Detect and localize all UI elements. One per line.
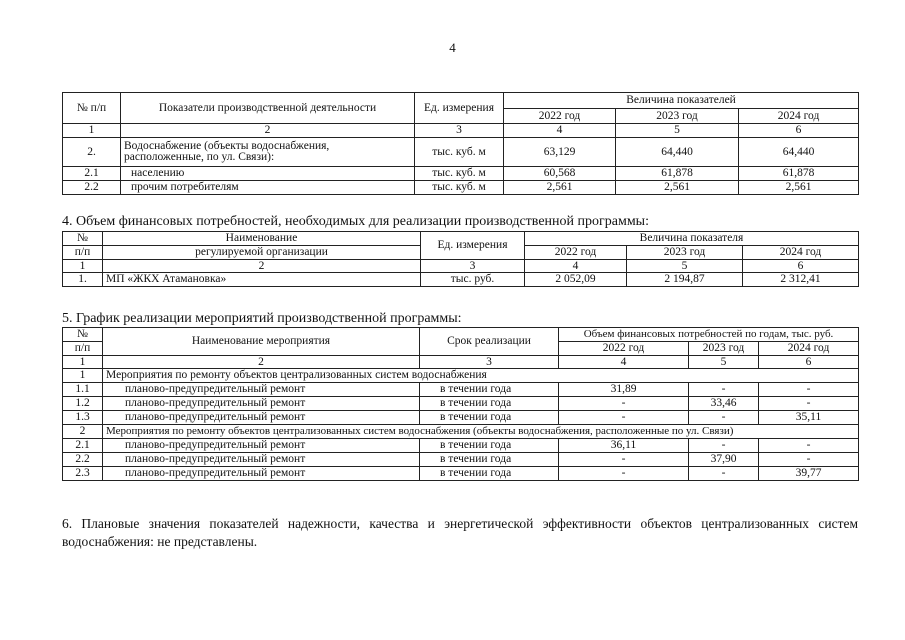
row-value: - (689, 411, 759, 425)
group-title: Мероприятия по ремонту объектов централизованных систем водоснабжения (103, 369, 859, 383)
column-number: 6 (759, 356, 859, 369)
header-year: 2023 год (616, 109, 739, 124)
header-year: 2024 год (739, 109, 859, 124)
header-year: 2024 год (759, 342, 859, 356)
row-term: в течении года (420, 397, 559, 411)
page-number: 4 (449, 40, 456, 55)
row-term: в течении года (420, 453, 559, 467)
section-4-heading: 4. Объем финансовых потребностей, необходимых для реализации производственной программы: (62, 214, 649, 229)
header-activity-name: Наименование мероприятия (103, 328, 420, 356)
row-name: планово-предупредительный ремонт (103, 453, 420, 467)
column-number: 3 (420, 356, 559, 369)
row-term: в течении года (420, 467, 559, 481)
row-name: планово-предупредительный ремонт (103, 439, 420, 453)
header-org-name: Наименование (103, 232, 421, 246)
row-value: 61,878 (739, 167, 859, 181)
row-unit: тыс. куб. м (415, 167, 504, 181)
schedule-table (62, 327, 859, 481)
row-name: планово-предупредительный ремонт (103, 383, 420, 397)
row-value: 36,11 (559, 439, 689, 453)
row-name: Водоснабжение (объекты водоснабжения, расположенные, по ул. Связи): (121, 138, 415, 167)
table-row (63, 439, 859, 453)
header-num: № (63, 328, 103, 342)
group-num: 2 (63, 425, 103, 439)
row-unit: тыс. куб. м (415, 138, 504, 167)
header-num-2: п/п (63, 342, 103, 356)
row-value: 64,440 (616, 138, 739, 167)
table-row (63, 138, 859, 167)
header-year: 2024 год (743, 246, 859, 260)
column-number: 6 (743, 260, 859, 273)
header-year: 2023 год (689, 342, 759, 356)
header-term: Срок реализации (420, 328, 559, 356)
row-unit: тыс. куб. м (415, 181, 504, 195)
header-finance-group: Объем финансовых потребностей по годам, тыс. руб. (559, 328, 859, 342)
group-row (63, 425, 859, 439)
row-value: - (559, 397, 689, 411)
row-num: 2. (63, 138, 121, 167)
table-row (63, 167, 859, 181)
row-value: 61,878 (616, 167, 739, 181)
row-value: 39,77 (759, 467, 859, 481)
table-row (63, 383, 859, 397)
production-indicators-table (62, 92, 859, 195)
column-number: 2 (103, 356, 420, 369)
header-unit: Ед. измерения (421, 232, 525, 260)
row-num: 2.3 (63, 467, 103, 481)
row-value: - (759, 439, 859, 453)
row-value: - (689, 467, 759, 481)
column-number: 1 (63, 260, 103, 273)
header-values-group: Величина показателя (525, 232, 859, 246)
column-number: 5 (689, 356, 759, 369)
column-number: 4 (525, 260, 627, 273)
row-term: в течении года (420, 439, 559, 453)
column-number: 5 (627, 260, 743, 273)
row-value: 2,561 (616, 181, 739, 195)
section-5-heading: 5. График реализации мероприятий производственной программы: (62, 311, 462, 326)
row-num: 2.2 (63, 181, 121, 195)
column-number: 3 (421, 260, 525, 273)
row-num: 2.1 (63, 167, 121, 181)
row-value: - (689, 383, 759, 397)
row-name: прочим потребителям (121, 181, 415, 195)
header-values-group: Величина показателей (504, 93, 859, 109)
row-num: 1. (63, 273, 103, 287)
header-org-name-2: регулируемой организации (103, 246, 421, 260)
section-6-paragraph: 6. Плановые значения показателей надежности, качества и энергетической эффективности объектов централизованных систем водоснабжения: не представлены. (62, 516, 858, 549)
column-number: 6 (739, 124, 859, 138)
row-value: - (559, 467, 689, 481)
header-num: № (63, 232, 103, 246)
header-indicators: Показатели производственной деятельности (121, 93, 415, 124)
header-num: № п/п (63, 93, 121, 124)
row-name: планово-предупредительный ремонт (103, 411, 420, 425)
group-row (63, 369, 859, 383)
row-num: 2.2 (63, 453, 103, 467)
row-value: 35,11 (759, 411, 859, 425)
row-value: - (759, 453, 859, 467)
table-row (63, 273, 859, 287)
column-number: 2 (103, 260, 421, 273)
row-value: 60,568 (504, 167, 616, 181)
row-name: планово-предупредительный ремонт (103, 397, 420, 411)
column-number: 1 (63, 356, 103, 369)
row-value: - (559, 411, 689, 425)
row-value: 2 194,87 (627, 273, 743, 287)
row-value: 2,561 (504, 181, 616, 195)
header-year: 2022 год (504, 109, 616, 124)
row-num: 1.2 (63, 397, 103, 411)
row-value: - (759, 383, 859, 397)
row-unit: тыс. руб. (421, 273, 525, 287)
table-row (63, 181, 859, 195)
column-number: 2 (121, 124, 415, 138)
header-year: 2022 год (525, 246, 627, 260)
row-value: 37,90 (689, 453, 759, 467)
column-number: 5 (616, 124, 739, 138)
row-num: 1.1 (63, 383, 103, 397)
financial-needs-table (62, 231, 859, 287)
row-num: 1.3 (63, 411, 103, 425)
row-value: 31,89 (559, 383, 689, 397)
row-value: 2,561 (739, 181, 859, 195)
row-value: 63,129 (504, 138, 616, 167)
row-value: 64,440 (739, 138, 859, 167)
row-value: 2 312,41 (743, 273, 859, 287)
header-unit: Ед. измерения (415, 93, 504, 124)
row-value: - (689, 439, 759, 453)
table-row (63, 453, 859, 467)
row-term: в течении года (420, 383, 559, 397)
header-year: 2023 год (627, 246, 743, 260)
table-row (63, 397, 859, 411)
group-num: 1 (63, 369, 103, 383)
table-row (63, 411, 859, 425)
header-year: 2022 год (559, 342, 689, 356)
column-number: 1 (63, 124, 121, 138)
column-number: 4 (504, 124, 616, 138)
row-name: МП «ЖКХ Атамановка» (103, 273, 421, 287)
column-number: 4 (559, 356, 689, 369)
row-value: 2 052,09 (525, 273, 627, 287)
table-row (63, 467, 859, 481)
row-name: планово-предупредительный ремонт (103, 467, 420, 481)
row-name: населению (121, 167, 415, 181)
row-num: 2.1 (63, 439, 103, 453)
group-title: Мероприятия по ремонту объектов централизованных систем водоснабжения (объекты водоснабжения, расположенные по ул. Связи) (103, 425, 859, 439)
row-value: 33,46 (689, 397, 759, 411)
column-number: 3 (415, 124, 504, 138)
row-value: - (559, 453, 689, 467)
row-term: в течении года (420, 411, 559, 425)
header-num-2: п/п (63, 246, 103, 260)
row-value: - (759, 397, 859, 411)
